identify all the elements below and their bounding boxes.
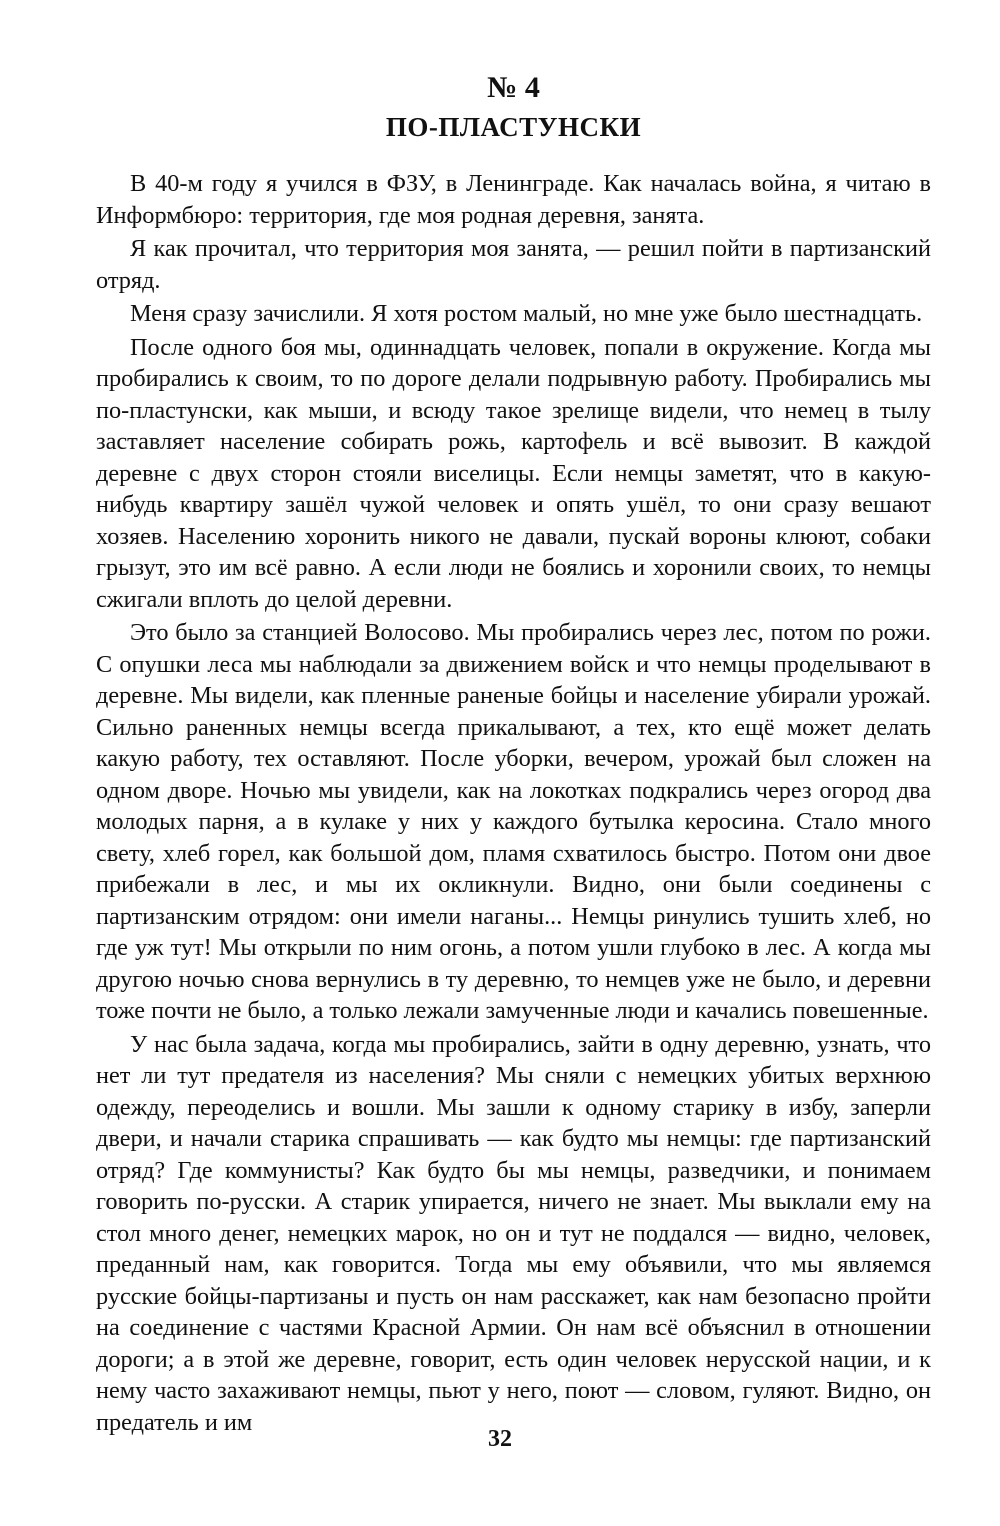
chapter-number: № 4 [487, 71, 540, 104]
paragraph: Это было за станцией Волосово. Мы пробирались через лес, потом по рожи. С опушки леса мы наблюдали за движением войск и что немцы проделывают в деревне. Мы видели, как пленные раненые бойцы и население убирали урожай. Сильно раненных немцы всегда прикалывают, а тех, кто ещё может делать какую работу, тех оставляют. После уборки, вечером, урожай был сложен на одном дворе. Ночью мы увидели, как на локотках подкрались через огород два молодых парня, а в кулаке у них у каждого бутылка керосина. Стало много свету, хлеб горел, как большой дом, пламя схватилось быстро. Потом они двое прибежали в лес, и мы их окликнули. Видно, они были соединены с партизанским отрядом: они имели наганы... Немцы ринулись тушить хлеб, но где уж тут! Мы открыли по ним огонь, а потом ушли глубоко в лес. А когда мы другою ночью снова вернулись в ту деревню, то немцев уже не было, и деревни тоже почти не было, а только лежали замученные люди и качались повешенные. [96, 619, 931, 1024]
document-page [96, 70, 931, 1438]
chapter-title: ПО-ПЛАСТУНСКИ [385, 112, 642, 142]
page-number: 32 [488, 1426, 512, 1452]
paragraph: Я как прочитал, что территория моя занята, — решил пойти в партизанский отряд. [96, 235, 931, 294]
chapter-heading [96, 70, 931, 144]
body-text [96, 168, 931, 1438]
paragraph: После одного боя мы, одиннадцать человек, попали в окружение. Когда мы пробирались к своим, то по дороге делали подрывную работу. Пробирались мы по-пластунски, как мыши, и всюду такое зрелище видели, что немец в тылу заставляет население собирать рожь, картофель и всё вывозит. В каждой деревне с двух сторон стояли виселицы. Если немцы заметят, что в какую-нибудь квартиру зашёл чужой человек и опять ушёл, то они сразу вешают хозяев. Населению хоронить никого не давали, пускай вороны клюют, собаки грызут, это им всё равно. А если люди не боялись и хоронили своих, то немцы сжигали вплоть до целой деревни. [96, 333, 931, 613]
paragraph: Меня сразу зачислили. Я хотя ростом малый, но мне уже было шестнадцать. [130, 300, 923, 327]
paragraph: У нас была задача, когда мы пробирались, зайти в одну деревню, узнать, что нет ли тут предателя из населения? Мы сняли с немецких убитых верхнюю одежду, переоделись и вошли. Мы зашли к одному старику в избу, заперли двери, и начали старика спрашивать — как будто мы немцы: где партизанский отряд? Где коммунисты? Как будто бы мы немцы, разведчики, и понимаем говорить по-русски. А старик упирается, ничего не знает. Мы выклали ему на стол много денег, немецких марок, но он и тут не поддался — видно, человек, преданный нам, как говорится. Тогда мы ему объявили, что мы являемся русские бойцы-партизаны и пусть он нам расскажет, как нам безопасно пройти на соединение с частями Красной Армии. Он нам всё объяснил в отношении дороги; а в этой же деревне, говорит, есть один человек нерусской нации, и к нему часто захаживают немцы, пьют у него, поют — словом, гуляют. Видно, он предатель и им [96, 1030, 931, 1436]
paragraph: В 40-м году я учился в ФЗУ, в Ленинграде. Как началась война, я читаю в Информбюро: территория, где моя родная деревня, занята. [96, 170, 931, 229]
